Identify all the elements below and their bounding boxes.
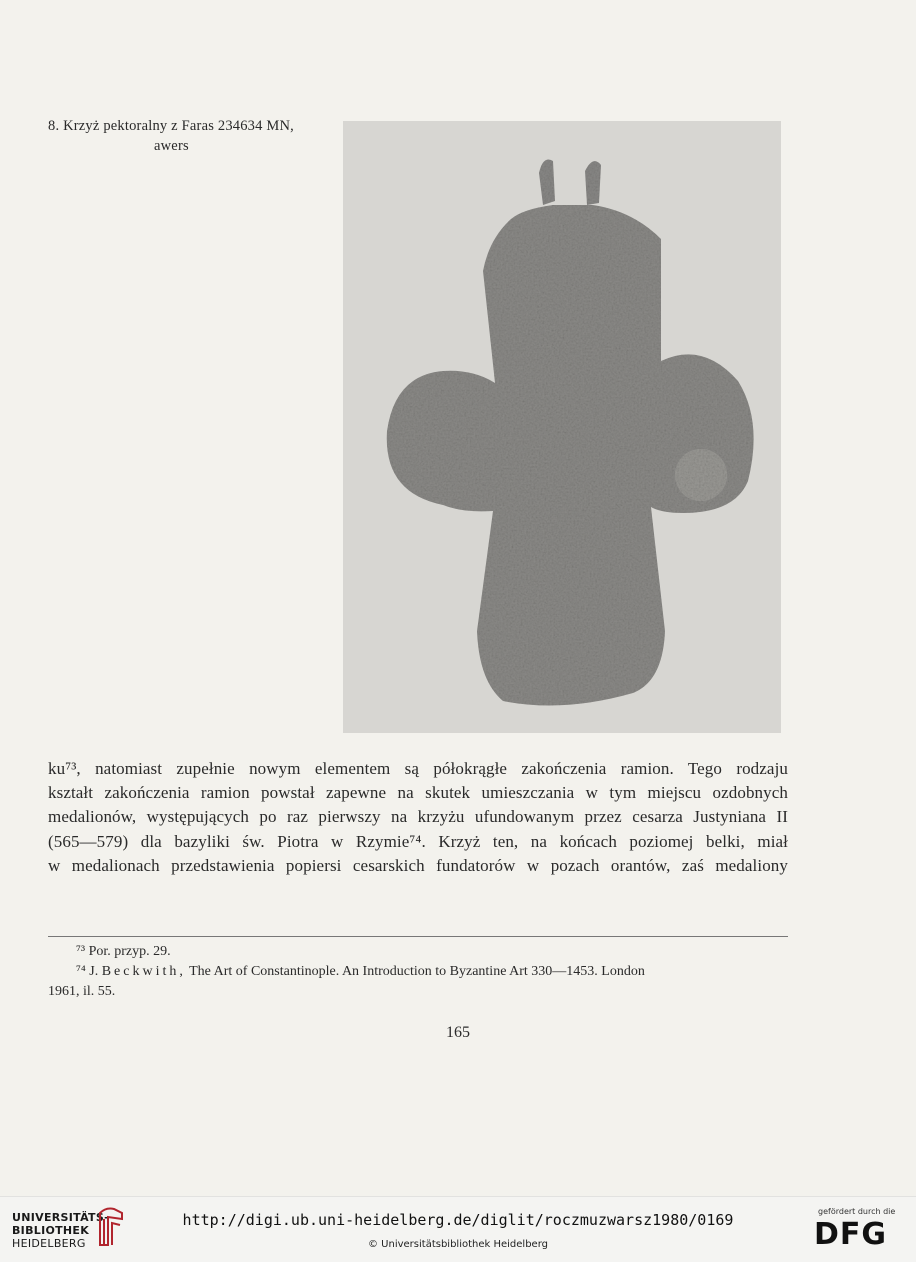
footnotes [48,942,788,1002]
body-line-3: medalionów, występujących po raz pierwszy na krzyżu ufundowanym przez cesarza Justyniana II [48,807,788,827]
footnote-73: ⁷³ Por. przyp. 29. [76,944,171,959]
page-number: 165 [446,1024,470,1041]
pectoral-cross-image [343,121,781,733]
body-line-2: kształt zakończenia ramion powstał zapewne na skutek umieszczania w tym miejscu ozdobnych [48,783,788,803]
body-line-4: (565—579) dla bazyliki św. Piotra w Rzymie⁷⁴. Krzyż ten, na końcach poziomej belki, miał [48,831,788,851]
footnote-74-author: Beckwith, [101,964,186,979]
footnote-74: ⁷⁴ J. Beckwith, The Art of Constantinople. An Introduction to Byzantine Art 330—1453. London [76,964,645,979]
funded-by-label: gefördert durch die [818,1207,896,1216]
caption-line-1: 8. Krzyż pektoralny z Faras 234634 MN, [48,118,294,134]
cross-photograph [343,121,781,733]
copyright-notice: © Universitätsbibliothek Heidelberg [367,1239,548,1250]
document-url-link[interactable]: http://digi.ub.uni-heidelberg.de/diglit/roczmuzwarsz1980/0169 [182,1211,734,1229]
figure-caption [48,116,338,156]
caption-line-2: awers [154,138,189,154]
dfg-logo[interactable]: DFG [814,1217,888,1252]
body-line-5: w medalionach przedstawienia popiersi cesarskich fundatorów w pozach orantów, zaś medaliony [48,855,788,875]
body-paragraph [48,757,788,878]
body-line-1: ku⁷³, natomiast zupełnie nowym elementem są półokrągłe zakończenia ramion. Tego rodzaju [48,759,788,778]
library-logo[interactable]: UNIVERSITÄTS- BIBLIOTHEK HEIDELBERG [12,1211,109,1250]
footnote-74-continued: 1961, il. 55. [48,984,116,999]
digital-library-footer [0,1196,916,1262]
footnote-divider [48,936,788,937]
